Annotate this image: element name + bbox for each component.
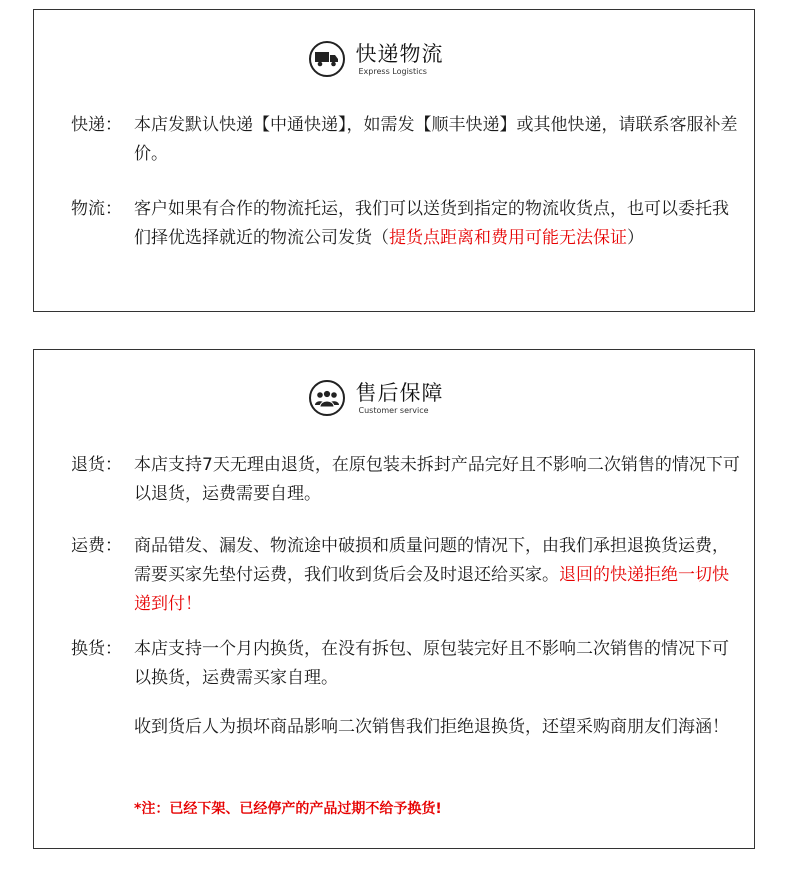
truck-icon <box>309 41 345 77</box>
exchange-label: 换货： <box>71 639 122 659</box>
notice-text: 收到货后人为损坏商品影响二次销售我们拒绝退换货，还望采购商朋友们海涵！ <box>134 717 729 737</box>
customer-service-icon <box>309 380 345 416</box>
freight-text: 商品错发、漏发、物流途中破损和质量问题的情况下，由我们承担退换货运费，需要买家先垫付运费，我们收到货后会及时退还给买家。 <box>134 536 729 585</box>
section-title: 售后保障 <box>355 380 444 405</box>
freight-body <box>134 532 741 619</box>
logistics-warning: 提货点距离和费用可能无法保证 <box>389 228 627 248</box>
footnote: *注：已经下架、已经停产的产品过期不给予换货! <box>134 801 442 817</box>
section-title: 快递物流 <box>355 41 444 66</box>
returns-paragraph <box>71 451 741 509</box>
logistics-paragraph <box>71 195 741 253</box>
logistics-tail: ） <box>627 228 644 248</box>
express-label: 快递： <box>71 115 122 135</box>
section-subtitle: Customer service <box>358 405 429 415</box>
returns-label: 退货： <box>71 455 122 475</box>
logistics-label: 物流： <box>71 199 122 219</box>
aftersales-header <box>34 380 754 416</box>
section-subtitle: Express Logistics <box>358 66 427 76</box>
returns-text: 本店支持7天无理由退货，在原包装未拆封产品完好且不影响二次销售的情况下可以退货，运费需要自理。 <box>134 455 740 504</box>
aftersales-section <box>33 349 755 849</box>
logistics-text: 客户如果有合作的物流托运，我们可以送货到指定的物流收货点，也可以委托我们择优选择就近的物流公司发货（ <box>134 199 729 248</box>
shipping-header <box>34 41 754 77</box>
freight-warning: 退回的快递拒绝一切快递到付！ <box>134 565 729 614</box>
express-paragraph <box>71 111 741 169</box>
freight-paragraph <box>71 532 741 619</box>
exchange-paragraph <box>71 635 741 693</box>
freight-label: 运费： <box>71 536 122 556</box>
logistics-body <box>134 195 741 253</box>
express-text: 本店发默认快递【中通快递】，如需发【顺丰快递】或其他快递，请联系客服补差价。 <box>134 115 738 164</box>
shipping-section <box>33 9 755 312</box>
exchange-text: 本店支持一个月内换货，在没有拆包、原包装完好且不影响二次销售的情况下可以换货，运费需买家自理。 <box>134 639 729 688</box>
notice-paragraph <box>71 713 741 742</box>
